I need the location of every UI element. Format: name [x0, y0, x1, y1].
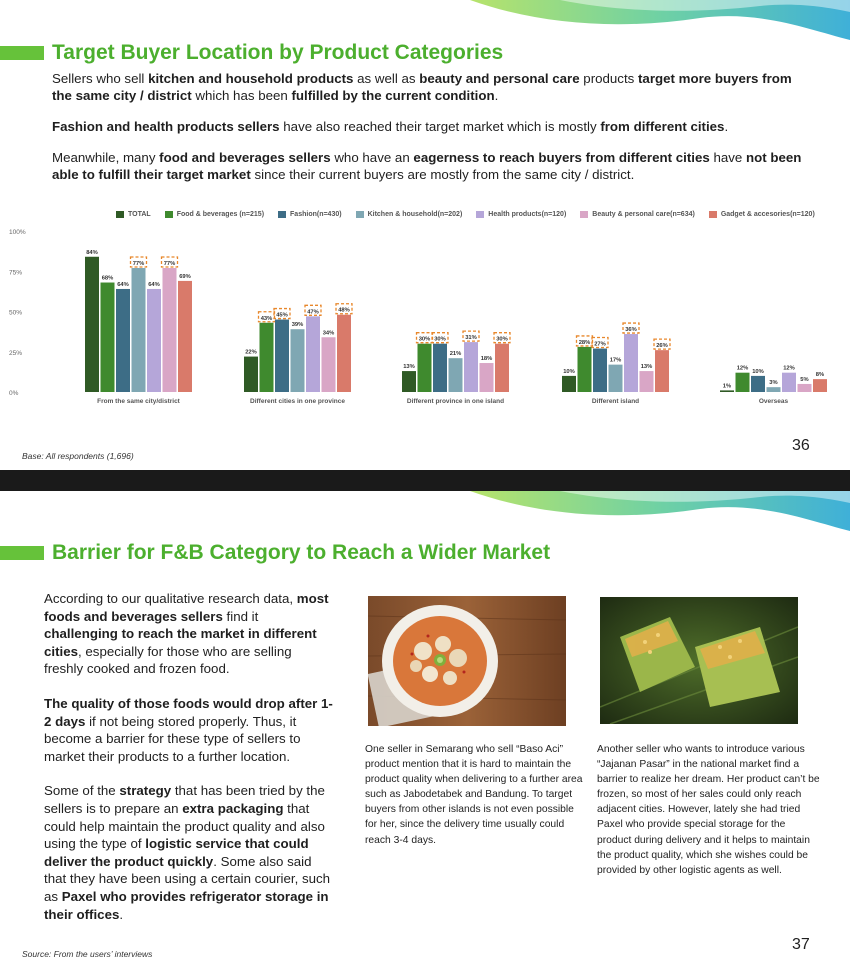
text-segment: not been able to fulfill their target market	[52, 150, 802, 182]
data-label: 1%	[722, 383, 732, 390]
bar	[418, 344, 432, 392]
text-segment: most foods and beverages sellers	[44, 591, 329, 624]
text-segment: , especially for those who are selling freshly cooked and frozen food.	[44, 643, 292, 677]
data-label: 27%	[594, 341, 606, 348]
data-label: 36%	[625, 327, 637, 334]
text-segment: kitchen and household products	[148, 71, 354, 86]
bar	[640, 371, 654, 392]
data-label: 28%	[578, 339, 591, 346]
text-segment: have also reached their target market which is mostly	[279, 119, 601, 134]
text-segment: .	[119, 906, 124, 922]
text-segment: from different cities	[600, 119, 725, 134]
category-label: From the same city/district	[97, 398, 180, 405]
text-segment: beauty and personal care	[419, 71, 580, 86]
text-segment: that could help maintain the product quality and also using the type of	[44, 800, 325, 852]
intro-paragraph-2	[52, 118, 812, 135]
bar	[813, 379, 827, 392]
page-title: Target Buyer Location by Product Categories	[52, 41, 504, 64]
data-label: 68%	[101, 275, 114, 282]
text-segment: Fashion and health products sellers	[52, 119, 280, 134]
data-label: 10%	[563, 368, 575, 375]
text-segment: find it	[222, 608, 259, 624]
text-segment: fulfilled by the current condition	[291, 88, 495, 103]
bar	[402, 371, 416, 392]
data-label: 43%	[260, 315, 273, 322]
legend-item	[165, 211, 264, 218]
data-label: 3%	[769, 380, 778, 387]
bar	[132, 268, 146, 392]
bar	[244, 357, 258, 392]
legend-label: Beauty & personal care(n=634)	[592, 211, 695, 218]
text-segment: logistic service that could deliver the product quickly	[44, 836, 309, 869]
text-segment: .	[724, 119, 729, 134]
y-tick-label: 25%	[9, 349, 23, 357]
data-label: 30%	[418, 336, 431, 343]
bar	[562, 376, 576, 392]
legend-label: Kitchen & household(n=202)	[367, 211, 463, 218]
data-label: 34%	[322, 330, 335, 337]
data-label: 5%	[800, 376, 809, 383]
bar	[306, 316, 320, 392]
intro-paragraph-1	[52, 70, 812, 104]
legend-item	[356, 211, 463, 218]
bar	[337, 315, 351, 392]
slide-37	[0, 491, 850, 960]
legend-label: Health products(n=120)	[488, 211, 567, 218]
legend-swatch	[278, 211, 286, 218]
text-segment: According to our qualitative research data,	[44, 591, 297, 606]
data-label: 31%	[465, 335, 477, 342]
bar	[101, 283, 115, 392]
bar	[480, 363, 494, 392]
legend-label: Gadget & accesories(n=120)	[720, 211, 815, 218]
text-segment: target more buyers from the same city / district	[52, 71, 792, 103]
data-label: 12%	[783, 365, 795, 372]
bar	[85, 257, 99, 392]
text-segment: .	[494, 88, 499, 103]
bar	[178, 281, 192, 392]
text-segment: Some of the	[44, 783, 120, 799]
legend-item	[116, 211, 151, 218]
bar	[495, 344, 509, 392]
text-segment: since their current buyers are mostly from the same city / district.	[250, 167, 635, 182]
body-paragraph-3	[44, 782, 334, 923]
bar	[782, 373, 796, 392]
data-label: 10%	[752, 368, 764, 375]
bar	[147, 289, 161, 392]
title-accent-bar	[0, 546, 44, 560]
bar	[593, 349, 607, 392]
text-segment: . Some also said that they have been using a certain courier, such as	[44, 853, 331, 904]
data-label: 30%	[434, 336, 446, 343]
category-label: Overseas	[758, 398, 789, 405]
data-label: 30%	[496, 336, 508, 343]
bar	[449, 358, 463, 392]
bar	[163, 268, 177, 392]
chart-legend	[116, 211, 815, 218]
bar-chart	[0, 225, 850, 410]
bar	[751, 376, 765, 392]
legend-swatch	[580, 211, 588, 218]
page-number: 36	[792, 437, 810, 454]
data-label: 21%	[449, 351, 462, 358]
data-label: 77%	[132, 261, 145, 268]
bar	[275, 320, 289, 392]
data-label: 13%	[403, 364, 415, 371]
text-segment: which has been	[191, 88, 292, 103]
data-label: 77%	[163, 261, 176, 268]
legend-swatch	[476, 211, 484, 218]
intro-paragraph-3	[52, 149, 812, 183]
bar	[433, 344, 447, 392]
text-segment: The quality of those foods would drop after 1-2 days	[44, 695, 333, 729]
legend-label: TOTAL	[128, 211, 151, 218]
text-segment: eagerness to reach buyers from different cities	[413, 150, 710, 165]
category-label: Different island	[591, 398, 640, 405]
slide-separator	[0, 470, 850, 491]
jajanan-pasar-photo	[600, 597, 798, 724]
text-segment: extra packaging	[182, 800, 284, 816]
page-number: 37	[792, 936, 810, 953]
data-label: 69%	[179, 273, 191, 280]
text-segment: food and beverages sellers	[159, 150, 331, 165]
y-tick-label: 0%	[9, 390, 19, 397]
bar	[798, 384, 812, 392]
data-label: 26%	[656, 343, 668, 350]
legend-swatch	[165, 211, 173, 218]
bar	[291, 329, 305, 392]
data-label: 47%	[307, 309, 319, 316]
body-paragraph-2	[44, 695, 334, 765]
body-paragraph-1	[44, 590, 334, 678]
text-segment: if not being stored properly. Thus, it become a barrier for these type of sellers to market their products to a further location.	[44, 713, 301, 764]
legend-swatch	[116, 211, 124, 218]
data-label: 64%	[148, 281, 160, 288]
bar	[322, 337, 336, 392]
legend-label: Food & beverages (n=215)	[176, 211, 265, 218]
y-tick-label: 75%	[9, 269, 23, 277]
text-segment: Meanwhile, many	[52, 150, 160, 165]
data-label: 18%	[480, 356, 493, 363]
baso-aci-photo	[368, 596, 566, 726]
caption-jajanan-pasar: Another seller who wants to introduce various “Jajanan Pasar” in the national market find a barrier to realize her dream. Her product can’t be frozen, so most of her sales could only reach adjacent cities. However, lately she had tried Paxel who provide special storage for the product during delivery and it helps to maintain the product quality, which she wishes could be provided by other logistic agents as well.	[597, 744, 820, 876]
text-segment: Sellers who sell	[52, 71, 149, 86]
legend-item	[476, 211, 566, 218]
bar	[116, 289, 130, 392]
text-segment: as well as	[353, 71, 420, 86]
data-label: 39%	[291, 322, 304, 329]
data-label: 48%	[338, 307, 350, 314]
text-segment: who have an	[330, 150, 414, 165]
text-segment: strategy	[119, 783, 172, 799]
bar	[578, 347, 592, 392]
bar	[260, 323, 274, 392]
body-text	[44, 590, 334, 940]
bar	[609, 365, 623, 392]
text-segment: products	[579, 71, 638, 86]
legend-item	[709, 211, 815, 218]
y-tick-label: 50%	[9, 309, 23, 317]
legend-item	[580, 211, 695, 218]
text-segment: challenging to reach the market in different cities	[44, 626, 317, 659]
text-segment: have	[709, 150, 746, 165]
legend-swatch	[356, 211, 364, 218]
category-label: Different province in one island	[406, 398, 505, 405]
legend-label: Fashion(n=430)	[290, 211, 342, 218]
data-label: 45%	[276, 312, 288, 319]
legend-item	[278, 211, 342, 218]
title-accent-bar	[0, 46, 44, 60]
data-label: 12%	[736, 365, 749, 372]
data-label: 13%	[640, 364, 653, 371]
data-label: 64%	[117, 281, 129, 288]
source-note: Source: From the users’ interviews	[22, 949, 153, 959]
text-segment: Paxel who provides refrigerator storage in their offices	[44, 888, 329, 922]
bar	[464, 342, 478, 392]
page-title: Barrier for F&B Category to Reach a Wider Market	[52, 541, 551, 564]
legend-swatch	[709, 211, 717, 218]
text-segment: that has been tried by the sellers is to prepare an	[44, 783, 325, 816]
data-label: 22%	[245, 349, 257, 356]
bar	[767, 387, 781, 392]
caption-baso-aci: One seller in Semarang who sell “Baso Aci” product mention that it is hard to maintain the product quality when delivering to a further area such as Jabodetabek and Bandung. To target buyers from other islands is not even possible for her, since the delivery time usually could reach 3-4 days.	[365, 744, 583, 846]
data-label: 17%	[609, 357, 622, 364]
data-label: 84%	[86, 249, 98, 256]
bar	[624, 334, 638, 392]
slide-36	[0, 0, 850, 470]
bar	[736, 373, 750, 392]
category-label: Different cities in one province	[250, 398, 345, 405]
base-note: Base: All respondents (1,696)	[22, 451, 134, 461]
bar	[720, 390, 734, 392]
bar	[655, 350, 669, 392]
data-label: 8%	[815, 372, 825, 379]
y-tick-label: 100%	[9, 229, 26, 236]
